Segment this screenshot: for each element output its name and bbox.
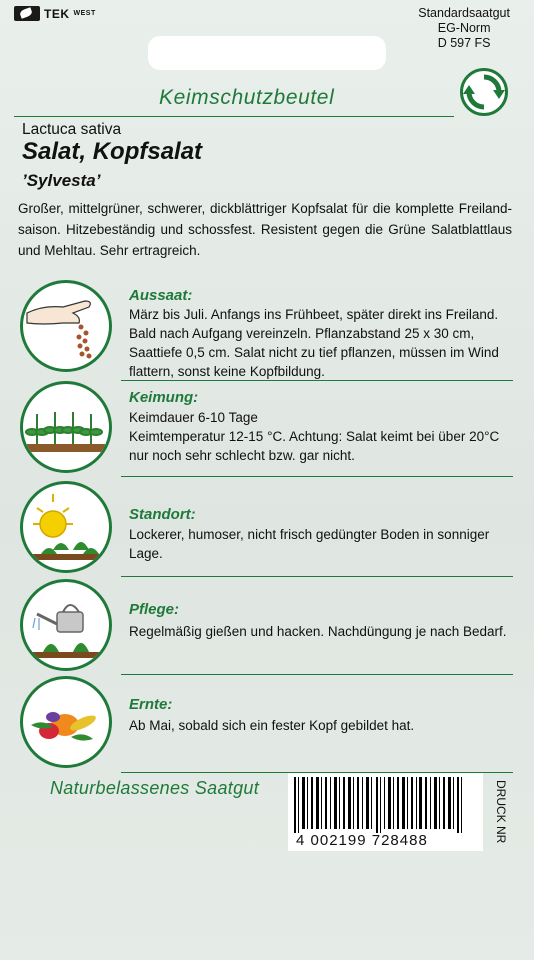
- standard-line-1: Standardsaatgut: [418, 6, 510, 20]
- section-body: März bis Juli. Anfangs ins Frühbeet, später direkt ins Freiland. Bald nach Aufgang vereinzeln. Pflanzabstand 25 x 30 cm, Saattiefe 0,5 cm. Salat nicht zu tief pflanzen, müssen im Wind flattern, sonst keine Kopfbildung.: [129, 307, 499, 379]
- standard-line-2: EG-Norm: [437, 21, 491, 35]
- section-body: Keimdauer 6-10 Tage Keimtemperatur 12-15 °C. Achtung: Salat keimt bei über 20°C nur noch sehr schlecht bzw. gar nicht.: [129, 410, 500, 463]
- sun-plants-icon: [20, 481, 112, 573]
- section-title: Standort:: [129, 506, 196, 523]
- latin-name: Lactuca sativa: [22, 121, 122, 138]
- section-title: Pflege:: [129, 601, 180, 618]
- sowing-hand-icon: [20, 280, 112, 372]
- watering-can-icon: [20, 579, 112, 671]
- leaf-logo-icon: [14, 6, 40, 21]
- section-divider: [121, 674, 513, 675]
- natural-seed-label: Naturbelassenes Saatgut: [50, 778, 260, 798]
- seedlings-icon: [20, 381, 112, 473]
- section-title: Keimung:: [129, 389, 199, 406]
- product-name: Salat, Kopfsalat: [22, 138, 203, 165]
- title-rule: [14, 116, 454, 117]
- harvest-icon: [20, 676, 112, 768]
- brand-logo: [14, 6, 96, 21]
- brand-name: TEK: [44, 6, 70, 21]
- variety-name: ’Sylvesta’: [22, 171, 101, 190]
- section-body: Ab Mai, sobald sich ein fester Kopf gebildet hat.: [129, 718, 415, 733]
- section-title: Aussaat:: [129, 287, 193, 304]
- section-body: Regelmäßig gießen und hacken. Nachdüngung je nach Bedarf.: [129, 624, 507, 639]
- standard-line-3: D 597 FS: [437, 36, 491, 50]
- standard-info: [418, 6, 510, 51]
- section-title: Ernte:: [129, 696, 173, 713]
- barcode-number: 4 002199 728488: [296, 832, 428, 849]
- section-divider: [121, 576, 513, 577]
- print-number-label: DRUCK NR: [494, 780, 508, 844]
- section-divider: [121, 476, 513, 477]
- bag-type-title: Keimschutzbeutel: [159, 86, 335, 109]
- product-description: Großer, mittelgrüner, schwerer, dickblättriger Kopfsalat für die komplette Freiland-saison. Hitzebeständig und schossfest. Resistent gegen die Grüne Salatblattlaus und Mehltau. Sehr ertragreich.: [18, 201, 512, 258]
- barcode-bars: [288, 773, 483, 833]
- recycle-icon: [460, 68, 508, 116]
- section-body: Lockerer, humoser, nicht frisch gedüngter Boden in sonniger Lage.: [129, 527, 490, 561]
- brand-sub: WEST: [73, 10, 96, 17]
- blank-label-field: [148, 36, 386, 70]
- section-divider: [121, 380, 513, 381]
